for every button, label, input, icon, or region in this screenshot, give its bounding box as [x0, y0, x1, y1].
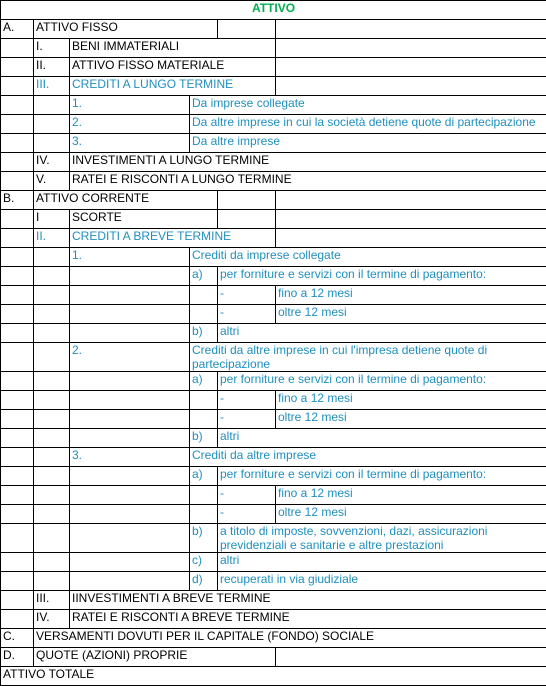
- table-row: [1, 467, 546, 486]
- row-label: oltre 12 mesi: [276, 505, 546, 524]
- table-row: [1, 524, 546, 553]
- row-code: V.: [34, 172, 70, 191]
- row-code: 2.: [70, 115, 190, 134]
- row-code: -: [218, 505, 276, 524]
- row-label: CREDITI A BREVE TERMINE: [70, 229, 276, 248]
- row-code: -: [218, 391, 276, 410]
- row-code: -: [218, 286, 276, 305]
- table-row: [1, 391, 546, 410]
- table-row: [1, 134, 546, 153]
- table-row: [1, 172, 546, 191]
- table-row: [1, 648, 546, 667]
- row-code: 1.: [70, 96, 190, 115]
- table-row: [1, 324, 546, 343]
- row-code: II.: [34, 229, 70, 248]
- row-code: IV.: [34, 153, 70, 172]
- row-label: oltre 12 mesi: [276, 305, 546, 324]
- row-label: IINVESTIMENTI A BREVE TERMINE: [70, 591, 546, 610]
- row-label: Crediti da imprese collegate: [190, 248, 546, 267]
- table-row: [1, 505, 546, 524]
- row-code: a): [190, 372, 218, 391]
- row-code: A.: [1, 20, 34, 39]
- row-label: recuperati in via giudiziale: [218, 572, 546, 591]
- row-code: B.: [1, 191, 34, 210]
- table-row: [1, 667, 546, 686]
- row-code: C.: [1, 629, 34, 648]
- row-code: 3.: [70, 448, 190, 467]
- table-row: [1, 410, 546, 429]
- table-row: [1, 610, 546, 629]
- table-row: [1, 572, 546, 591]
- table-row: [1, 191, 546, 210]
- row-code: b): [190, 524, 218, 553]
- row-label: Crediti da altre imprese: [190, 448, 546, 467]
- row-label: QUOTE (AZIONI) PROPRIE: [34, 648, 276, 667]
- row-code: -: [218, 486, 276, 505]
- table-row: [1, 286, 546, 305]
- table-row: [1, 153, 546, 172]
- row-label: RATEI E RISCONTI A BREVE TERMINE: [70, 610, 546, 629]
- row-label: per forniture e servizi con il termine di pagamento:: [218, 467, 546, 486]
- table-row: [1, 210, 546, 229]
- row-code: -: [218, 305, 276, 324]
- row-code: b): [190, 324, 218, 343]
- table-row: [1, 58, 546, 77]
- row-code: 3.: [70, 134, 190, 153]
- table-header: ATTIVO: [1, 1, 546, 20]
- row-label: Da imprese collegate: [190, 96, 546, 115]
- table-row: [1, 372, 546, 391]
- row-label: altri: [218, 429, 546, 448]
- table-row: [1, 248, 546, 267]
- table-row: [1, 115, 546, 134]
- row-label: fino a 12 mesi: [276, 486, 546, 505]
- row-code: a): [190, 467, 218, 486]
- table-row: [1, 39, 546, 58]
- row-code: I: [34, 210, 70, 229]
- table-row: [1, 229, 546, 248]
- table-row: [1, 486, 546, 505]
- table-row: [1, 267, 546, 286]
- row-label: SCORTE: [70, 210, 218, 229]
- row-code: III.: [34, 591, 70, 610]
- row-label: altri: [218, 324, 546, 343]
- row-label: ATTIVO FISSO MATERIALE: [70, 58, 276, 77]
- row-code: IV.: [34, 610, 70, 629]
- table-row: [1, 20, 546, 39]
- row-code: I.: [34, 39, 70, 58]
- row-code: II.: [34, 58, 70, 77]
- table-row: [1, 629, 546, 648]
- total-label: ATTIVO TOTALE: [1, 667, 546, 686]
- row-label: fino a 12 mesi: [276, 391, 546, 410]
- table-row: [1, 343, 546, 372]
- row-label: altri: [218, 553, 546, 572]
- row-code: a): [190, 267, 218, 286]
- row-label: CREDITI A LUNGO TERMINE: [70, 77, 276, 96]
- table-row: [1, 96, 546, 115]
- row-label: fino a 12 mesi: [276, 286, 546, 305]
- table-row: [1, 591, 546, 610]
- row-label: Da altre imprese: [190, 134, 546, 153]
- row-label: RATEI E RISCONTI A LUNGO TERMINE: [70, 172, 546, 191]
- row-label: ATTIVO CORRENTE: [34, 191, 218, 210]
- row-code: 2.: [70, 343, 190, 372]
- row-label: Crediti da altre imprese in cui l'impresa detiene quote di partecipazione: [190, 343, 546, 372]
- row-label: BENI IMMATERIALI: [70, 39, 276, 58]
- row-code: d): [190, 572, 218, 591]
- row-label: per forniture e servizi con il termine di pagamento:: [218, 267, 546, 286]
- table-row: [1, 553, 546, 572]
- row-code: c): [190, 553, 218, 572]
- row-code: b): [190, 429, 218, 448]
- row-label: INVESTIMENTI A LUNGO TERMINE: [70, 153, 546, 172]
- row-label: Da altre imprese in cui la società detiene quote di partecipazione: [190, 115, 546, 134]
- row-code: -: [218, 410, 276, 429]
- row-code: III.: [34, 77, 70, 96]
- row-code: D.: [1, 648, 34, 667]
- row-label: ATTIVO FISSO: [34, 20, 218, 39]
- row-label: a titolo di imposte, sovvenzioni, dazi, assicurazioni previdenziali e sanitarie e altre prestazioni: [218, 524, 546, 553]
- table-row: [1, 305, 546, 324]
- table-row: [1, 429, 546, 448]
- row-label: per forniture e servizi con il termine di pagamento:: [218, 372, 546, 391]
- table-row: [1, 77, 546, 96]
- row-label: VERSAMENTI DOVUTI PER IL CAPITALE (FONDO) SOCIALE: [34, 629, 546, 648]
- row-code: 1.: [70, 248, 190, 267]
- table-row: [1, 448, 546, 467]
- row-label: oltre 12 mesi: [276, 410, 546, 429]
